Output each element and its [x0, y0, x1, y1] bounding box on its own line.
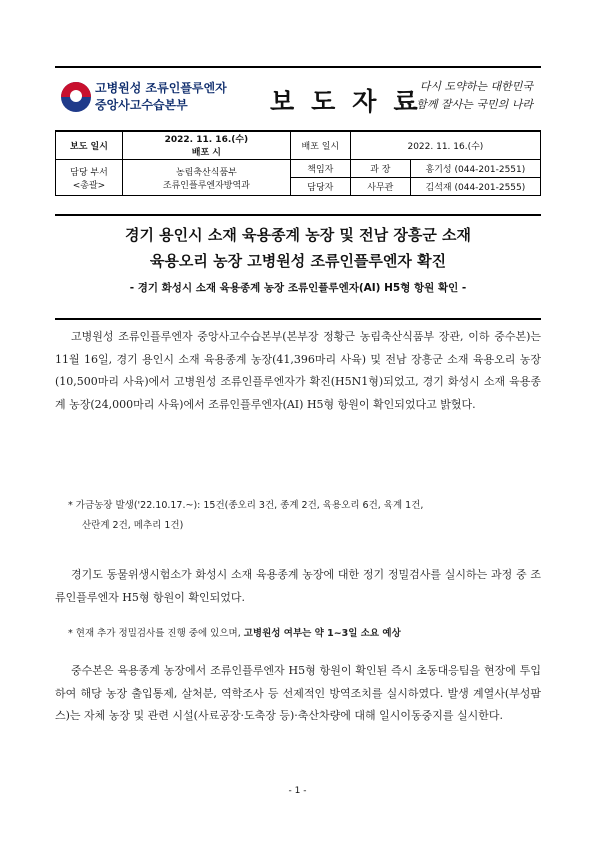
- dept-label-cell: [56, 160, 123, 196]
- resp-name: 홍기성 (044-201-2551): [410, 160, 540, 178]
- resp-role: 과 장: [350, 160, 410, 178]
- note-2-text: * 현재 추가 정밀검사를 진행 중에 있으며,: [68, 628, 244, 639]
- org-name: [95, 80, 227, 114]
- dept-label-2: <총괄>: [72, 180, 106, 191]
- org-line1: 고병원성 조류인플루엔자: [95, 81, 227, 95]
- note-1-line1: * 가금농장 발생('22.10.17.~): 15건(종오리 3건, 종계 2건, 육용오리 6건, 육계 1건,: [68, 500, 424, 511]
- dept-label-1: 담당 부서: [70, 167, 108, 178]
- page-number: - 1 -: [288, 786, 307, 796]
- headline-subtitle: - 경기 화성시 소재 육용종계 농장 조류인플루엔자(AI) H5형 항원 확인 -: [129, 282, 467, 294]
- note-1-line2: 산란계 2건, 메추리 1건): [82, 520, 184, 531]
- note-2-emphasis: 고병원성 여부는 약 1~3일 소요 예상: [243, 628, 401, 639]
- press-header: [55, 66, 541, 132]
- slogan-line1: 다시 도약하는 대한민국: [419, 80, 533, 93]
- org-line2: 중앙사고수습본부: [95, 98, 188, 112]
- slogan-line2: 함께 잘사는 국민의 나라: [416, 98, 533, 111]
- report-date-sub: 배포 시: [191, 148, 221, 158]
- dept-name-2: 조류인플루엔자방역과: [162, 180, 250, 191]
- note-2: [68, 624, 538, 644]
- resp-label: 책임자: [290, 160, 350, 178]
- report-date-label: 보도 일시: [56, 131, 123, 160]
- report-date-cell: [123, 131, 291, 160]
- dist-date-label: 배포 일시: [290, 131, 350, 160]
- government-emblem-icon: [61, 82, 91, 112]
- report-date-value: 2022. 11. 16.(수): [164, 135, 249, 145]
- paragraph-1: 고병원성 조류인플루엔자 중앙사고수습본부(본부장 정황근 농림축산식품부 장관, 이하 중수본)는 11월 16일, 경기 용인시 소재 육용종계 농장(41,396마리 사육) 및 전남 장흥군 소재 육용오리 농장(10,500마리 사육)에서 고병원성 조류인플루엔자가 확진(H5N1형)되었고, 경기 화성시 소재 육용종계 농장(24,000마리 사육)에서 조류인플루엔자(AI) H5형 항원이 확인되었다고 밝혔다.: [55, 330, 541, 411]
- doc-type-title: 보도자료: [270, 87, 435, 116]
- headline-line2: 육용오리 농장 고병원성 조류인플루엔자 확진: [149, 252, 447, 270]
- info-table: [55, 130, 541, 196]
- staff-label: 담당자: [290, 178, 350, 196]
- dept-name-1: 농림축산식품부: [175, 167, 237, 178]
- staff-role: 사무관: [350, 178, 410, 196]
- slogan: [416, 78, 533, 114]
- paragraph-2: 경기도 동물위생시험소가 화성시 소재 육용종계 농장에 대한 정기 정밀검사를 실시하는 과정 중 조류인플루엔자 H5형 항원이 확인되었다.: [55, 568, 541, 604]
- paragraph-3: 중수본은 육용종계 농장에서 조류인플루엔자 H5형 항원이 확인된 즉시 초동대응팀을 현장에 투입하여 해당 농장 출입통제, 살처분, 역학조사 등 선제적인 방역조치를 실시하였다. 발생 계열사(부성팜스)는 자체 농장 및 관련 시설(사료공장·도축장 등)·축산차량에 대해 일시이동중지를 실시한다.: [55, 664, 541, 722]
- staff-name: 김석재 (044-201-2555): [410, 178, 540, 196]
- dept-name-cell: [123, 160, 291, 196]
- headline-box: [55, 214, 541, 320]
- headline-line1: 경기 용인시 소재 육용종계 농장 및 전남 장흥군 소재: [124, 226, 472, 244]
- note-1: [68, 496, 538, 536]
- dist-date-value: 2022. 11. 16.(수): [350, 131, 540, 160]
- headline-title: [55, 222, 541, 274]
